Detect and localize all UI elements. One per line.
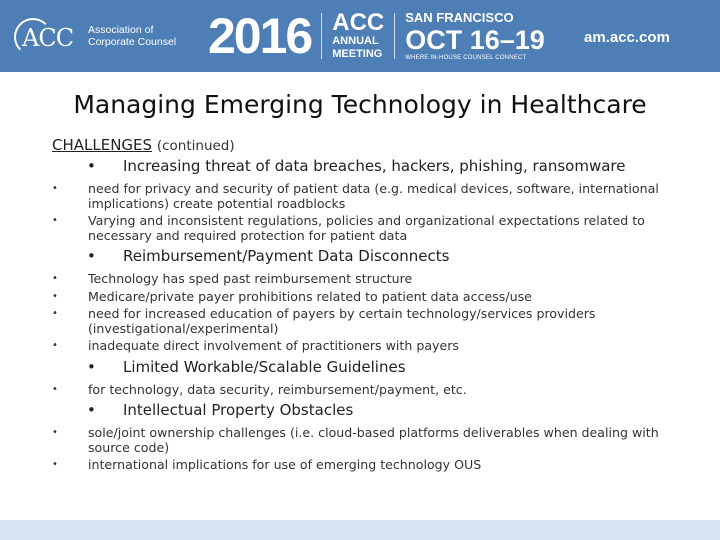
sub-bullet-text: need for privacy and security of patient data (e.g. medical devices, software, international implications) create potential roadblocks <box>88 181 659 211</box>
event-dates: OCT 16–19 <box>405 24 545 55</box>
sub-bullet-item <box>52 214 692 243</box>
bullet-icon: • <box>87 157 96 175</box>
sub-bullet-list <box>52 272 692 354</box>
sub-bullet-list <box>52 383 692 398</box>
bullet-item <box>52 358 692 377</box>
bullet-icon: • <box>52 308 58 319</box>
logo-mark-text: ACC <box>22 24 74 52</box>
bullet-icon: • <box>52 273 58 284</box>
sub-bullet-text: for technology, data security, reimbursement/payment, etc. <box>88 381 467 397</box>
sub-bullet-text: sole/joint ownership challenges (i.e. cloud-based platforms deliverables when dealing with source code) <box>88 425 659 455</box>
bullet-text: Limited Workable/Scalable Guidelines <box>123 357 406 376</box>
bullet-item <box>52 157 692 176</box>
slide-content <box>52 136 692 477</box>
sub-bullet-text: Technology has sped past reimbursement structure <box>88 271 413 286</box>
section-2 <box>52 247 692 354</box>
sub-bullet-item <box>52 458 692 473</box>
section-3 <box>52 358 692 398</box>
sub-bullet-item <box>52 307 692 336</box>
sub-bullet-item <box>52 383 692 398</box>
heading-suffix: (continued) <box>156 138 235 154</box>
event-tagline: WHERE IN-HOUSE COUNSEL CONNECT <box>405 54 527 61</box>
section-heading <box>52 136 692 154</box>
slide-title: Managing Emerging Technology in Healthcare <box>73 90 647 119</box>
sub-bullet-list <box>52 426 692 473</box>
sub-bullet-item <box>52 290 692 305</box>
sub-bullet-text: need for increased education of payers by certain technology/services providers (investigational/experimental) <box>88 306 596 336</box>
sub-bullet-item <box>52 426 692 455</box>
section-4 <box>52 401 692 473</box>
bullet-text: Increasing threat of data breaches, hackers, phishing, ransomware <box>123 157 626 175</box>
banner-divider-2 <box>394 13 395 59</box>
bullet-item <box>52 401 692 420</box>
sub-bullet-text: international implications for use of emerging technology OUS <box>88 457 482 472</box>
logo-line-2: Corporate Counsel <box>88 36 177 48</box>
event-name <box>332 11 384 61</box>
sub-bullet-item <box>52 339 692 354</box>
bullet-icon: • <box>52 459 58 470</box>
bullet-item <box>52 247 692 266</box>
logo-org-name <box>88 24 176 48</box>
acc-logo <box>14 16 176 56</box>
sub-bullet-item <box>52 272 692 287</box>
bullet-icon: • <box>52 183 58 194</box>
heading-label: CHALLENGES <box>52 136 153 154</box>
bullet-text: Reimbursement/Payment Data Disconnects <box>123 247 450 265</box>
event-year: 2016 <box>208 8 312 64</box>
bullet-icon: • <box>52 383 58 395</box>
sub-bullet-item <box>52 182 692 211</box>
event-annual: ANNUAL <box>332 35 379 47</box>
sub-bullet-text: Varying and inconsistent regulations, policies and organizational expectations related to necessary and required protection for patient data <box>88 213 645 243</box>
event-place <box>405 10 545 63</box>
bullet-icon: • <box>87 357 96 376</box>
bullet-icon: • <box>52 427 58 438</box>
bullet-icon: • <box>87 247 96 265</box>
event-branding <box>208 8 545 64</box>
sub-bullet-text: Medicare/private payer prohibitions related to patient data access/use <box>88 288 532 304</box>
footer-band <box>0 520 720 540</box>
event-url: am.acc.com <box>584 29 670 46</box>
bullet-icon: • <box>87 401 96 419</box>
bullet-text: Intellectual Property Obstacles <box>123 401 354 419</box>
sub-bullet-text: inadequate direct involvement of practitioners with payers <box>88 338 459 353</box>
acc-logo-mark <box>14 16 84 56</box>
event-city: SAN FRANCISCO <box>405 9 514 25</box>
section-1 <box>52 157 692 243</box>
logo-line-1: Association of <box>88 24 154 36</box>
event-acc: ACC <box>332 9 385 36</box>
bullet-icon: • <box>52 290 58 302</box>
bullet-icon: • <box>52 340 58 351</box>
header-banner <box>0 0 720 72</box>
sub-bullet-list <box>52 182 692 243</box>
bullet-icon: • <box>52 215 58 226</box>
banner-divider <box>321 13 322 59</box>
event-meeting: MEETING <box>332 48 383 60</box>
